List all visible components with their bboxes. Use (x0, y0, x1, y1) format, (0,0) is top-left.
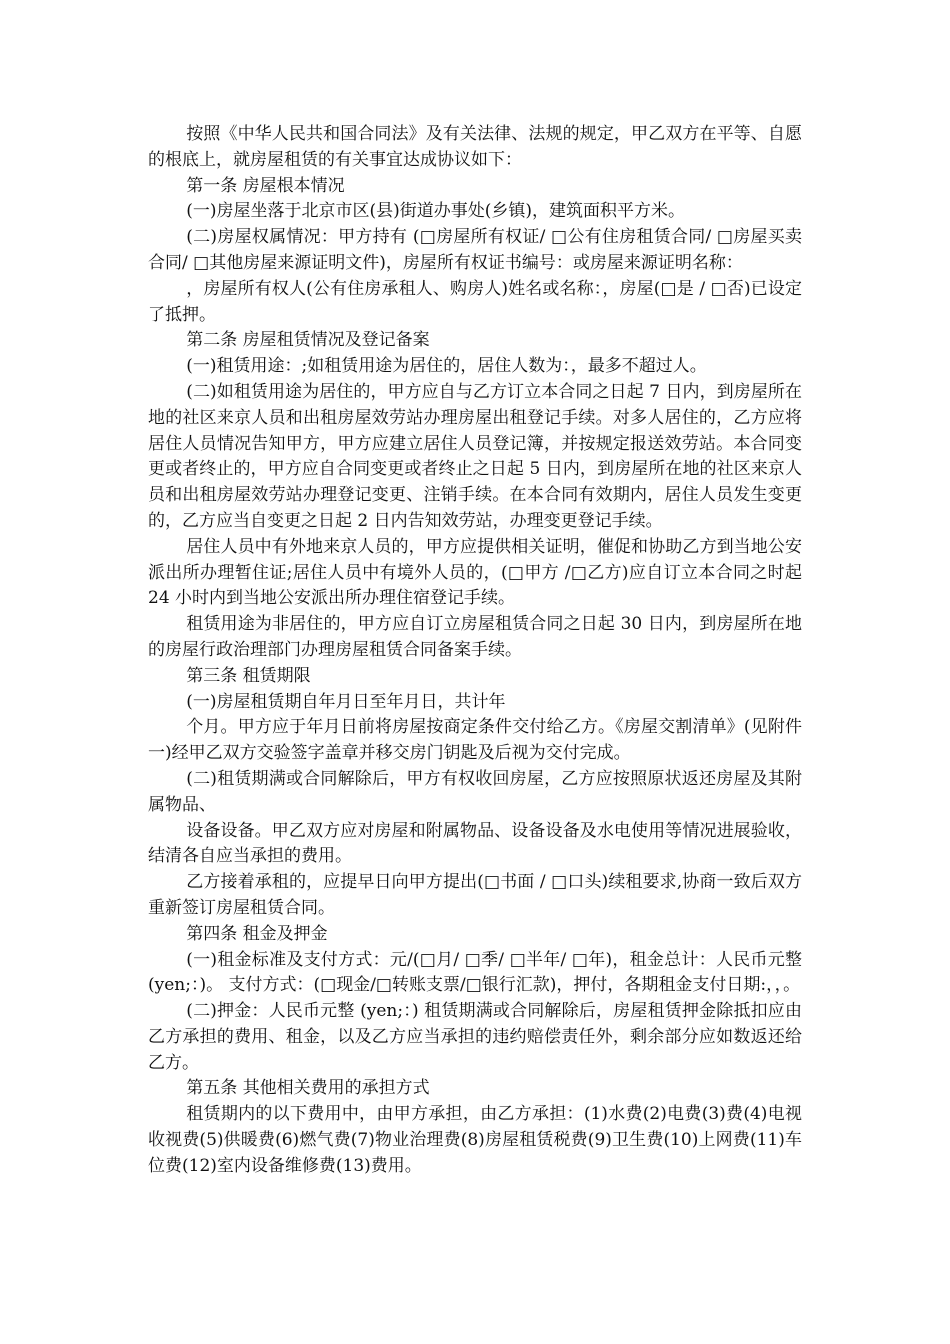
paragraph-nonlocal-residents: 居住人员中有外地来京人员的，甲方应提供相关证明，催促和协助乙方到当地公安派出所办理暂住证;居住人员中有境外人员的，(□甲方 /□乙方)应自订立本合同之时起 24 小时内到当地公安派出所办理住宿登记手续。 (148, 536, 802, 609)
paragraph-location: (一)房屋坐落于北京市区(县)街道办事处(乡镇)，建筑面积平方米。 (186, 201, 686, 222)
paragraph-non-residential: 租赁用途为非居住的，甲方应自订立房屋租赁合同之日起 30 日内，到房屋所在地的房屋行政治理部门办理房屋租赁合同备案手续。 (148, 614, 802, 660)
paragraph-intro: 按照《中华人民共和国合同法》及有关法律、法规的规定，甲乙双方在平等、自愿的根底上，就房屋租赁的有关事宜达成协议如下： (148, 124, 802, 170)
paragraph-owner-name: ，房屋所有权人(公有住房承租人、购房人)姓名或名称：，房屋(□是 / □否)已设定了抵押。 (148, 278, 802, 325)
heading-article-3: 第三条 租赁期限 (186, 665, 311, 686)
heading-article-1: 第一条 房屋根本情况 (186, 175, 345, 196)
paragraph-fees: 租赁期内的以下费用中，由甲方承担，由乙方承担：(1)水费(2)电费(3)费(4)电视收视费(5)供暖费(6)燃气费(7)物业治理费(8)房屋租赁税费(9)卫生费(10)上网费(11)车位费(12)室内设备维修费(13)费用。 (148, 1104, 802, 1176)
paragraph-lease-end: (二)租赁期满或合同解除后，甲方有权收回房屋，乙方应按照原状返还房屋及其附属物品、 (148, 768, 802, 815)
paragraph-lease-term: (一)房屋租赁期自年月日至年月日，共计年 (186, 691, 506, 712)
paragraph-ownership: (二)房屋权属情况：甲方持有 (□房屋所有权证/ □公有住房租赁合同/ □房屋买卖合同/ □其他房屋来源证明文件)，房屋所有权证书编号：或房屋来源证明名称： (148, 227, 802, 273)
paragraph-deposit: (二)押金：人民币元整 (yen;：) 租赁期满或合同解除后，房屋租赁押金除抵扣应由乙方承担的费用、租金，以及乙方应当承担的违约赔偿责任外，剩余部分应如数返还给乙方。 (148, 1001, 802, 1073)
heading-article-5: 第五条 其他相关费用的承担方式 (186, 1078, 430, 1099)
paragraph-rental-use: (一)租赁用途：;如租赁用途为居住的，居住人数为：，最多不超过人。 (186, 356, 707, 377)
paragraph-rent: (一)租金标准及支付方式：元/(□月/ □季/ □半年/ □年)，租金总计：人民币元整(yen;：)。 支付方式：(□现金/□转账支票/□银行汇款)，押付，各期租金支付日期:，，。 (148, 949, 802, 996)
heading-article-4: 第四条 租金及押金 (186, 923, 328, 944)
document-body (148, 122, 802, 1180)
paragraph-delivery: 个月。甲方应于年月日前将房屋按商定条件交付给乙方。《房屋交割清单》(见附件一)经甲乙双方交验签字盖章并移交房门钥匙及后视为交付完成。 (148, 717, 802, 764)
paragraph-renewal: 乙方接着承租的，应提早日向甲方提出(□书面 / □口头)续租要求,协商一致后双方重新签订房屋租赁合同。 (148, 872, 802, 918)
paragraph-inspection: 设备设备。甲乙双方应对房屋和附属物品、设备设备及水电使用等情况进展验收，结清各自应当承担的费用。 (148, 820, 802, 867)
heading-article-2: 第二条 房屋租赁情况及登记备案 (186, 330, 430, 351)
paragraph-registration: (二)如租赁用途为居住的，甲方应自与乙方订立本合同之日起 7 日内，到房屋所在地的社区来京人员和出租房屋效劳站办理房屋出租登记手续。对多人居住的，乙方应将居住人员情况告知甲方，甲方应建立居住人员登记簿，并按规定报送效劳站。本合同变更或者终止的，甲方应自合同变更或者终止之日起 5 日内，到房屋所在地的社区来京人员和出租房屋效劳站办理登记变更、注销手续。在本合同有效期内，居住人员发生变更的，乙方应当自变更之日起 2 日内告知效劳站，办理变更登记手续。 (148, 381, 802, 531)
